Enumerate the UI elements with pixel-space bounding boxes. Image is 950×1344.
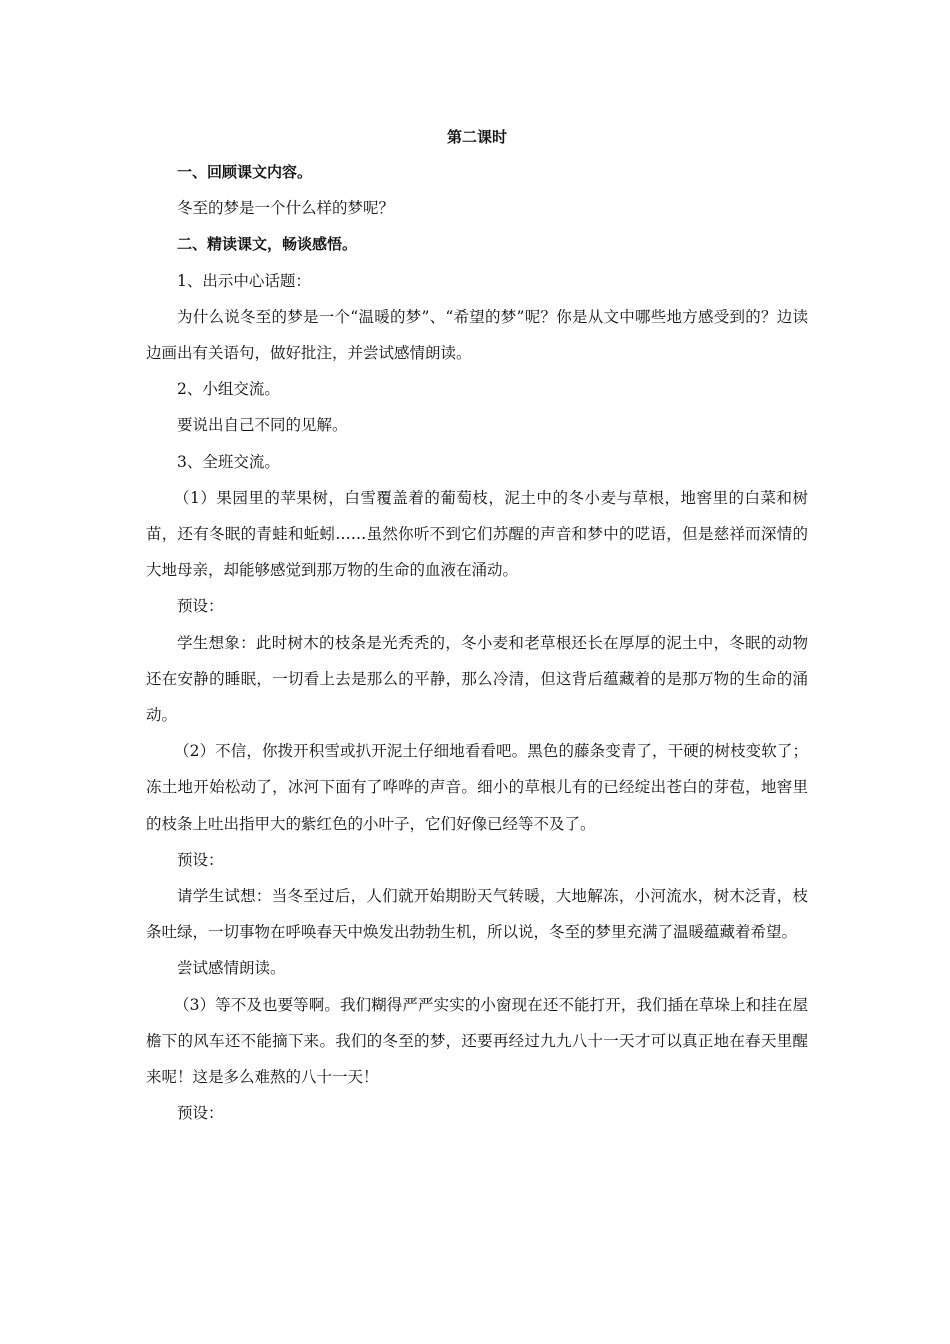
paragraph: 要说出自己不同的见解。	[177, 416, 348, 435]
paragraph: 3、全班交流。	[177, 452, 280, 471]
paragraph: （3）等不及也要等啊。我们糊得严严实实的小窗现在还不能打开，我们插在草垛上和挂在屋檐下的风车还不能摘下来。我们的冬至的梦，还要再经过九九八十一天才可以真正地在春天里醒来呢！这是多么难熬的八十一天！	[146, 995, 808, 1087]
paragraph: 为什么说冬至的梦是一个“温暖的梦”、“希望的梦”呢？你是从文中哪些地方感受到的？边读边画出有关语句，做好批注，并尝试感情朗读。	[146, 307, 808, 363]
section-heading: 一、回顾课文内容。	[177, 163, 313, 181]
paragraph: 1、出示中心话题：	[177, 271, 311, 290]
paragraph: 学生想象：此时树木的枝条是光秃秃的，冬小麦和老草根还长在厚厚的泥土中，冬眠的动物还在安静的睡眠，一切看上去是那么的平静，那么冷清，但这背后蕴藏着的是那万物的生命的涌动。	[146, 633, 808, 725]
document-page	[146, 120, 808, 1131]
section-heading: 二、精读课文，畅谈感悟。	[177, 235, 358, 254]
paragraph: 尝试感情朗读。	[177, 959, 286, 978]
paragraph: （2）不信，你拨开积雪或扒开泥土仔细地看看吧。黑色的藤条变青了，干硬的树枝变软了；冻土地开始松动了，冰河下面有了哗哗的声音。细小的草根儿有的已经绽出苍白的芽苞，地窖里的枝条上吐出指甲大的紫红色的小叶子，它们好像已经等不及了。	[146, 742, 808, 833]
paragraph: 预设：	[177, 850, 224, 869]
paragraph: 请学生试想：当冬至过后，人们就开始期盼天气转暖，大地解冻，小河流水，树木泛青，枝条吐绿，一切事物在呼唤春天中焕发出勃勃生机，所以说，冬至的梦里充满了温暖蕴藏着希望。	[146, 887, 808, 942]
paragraph: （1）果园里的苹果树，白雪覆盖着的葡萄枝，泥土中的冬小麦与草根，地窖里的白菜和树苗，还有冬眠的青蛙和蚯蚓……虽然你听不到它们苏醒的声音和梦中的呓语，但是慈祥而深情的大地母亲，却能够感觉到那万物的生命的血液在涌动。	[146, 488, 808, 580]
paragraph: 预设：	[177, 1104, 224, 1123]
paragraph: 冬至的梦是一个什么样的梦呢？	[177, 199, 395, 218]
paragraph: 2、小组交流。	[177, 380, 280, 399]
page-title: 第二课时	[446, 128, 507, 146]
document-body	[146, 154, 808, 1131]
paragraph: 预设：	[177, 597, 224, 616]
